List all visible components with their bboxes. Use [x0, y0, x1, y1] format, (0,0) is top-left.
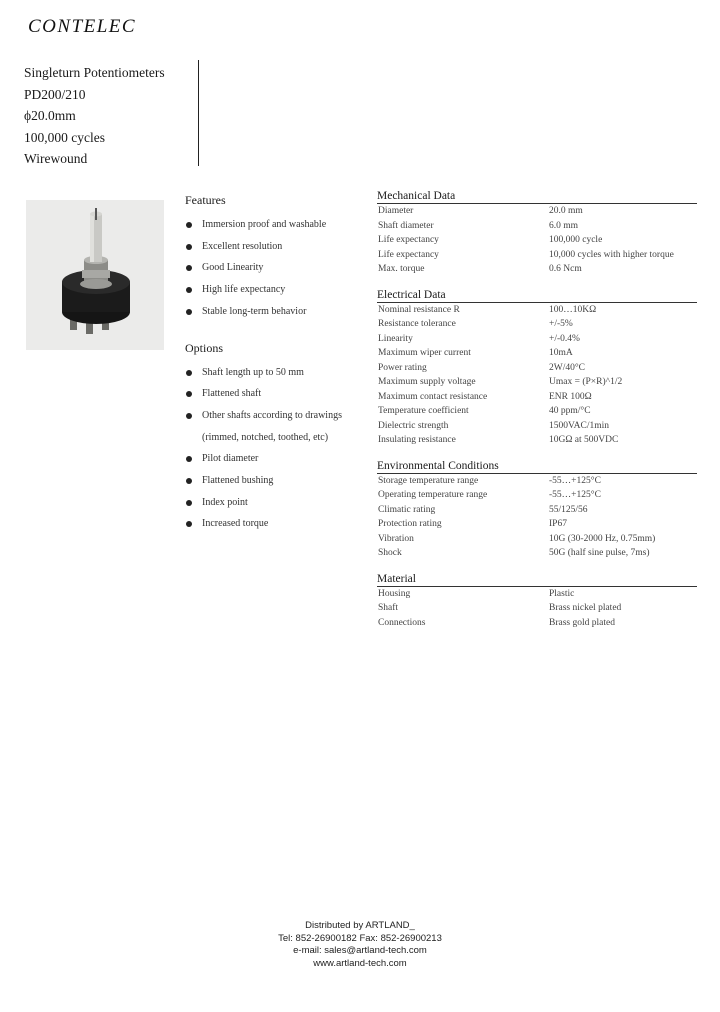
electrical-data-title: Electrical Data	[377, 289, 697, 303]
mechanical-data-title: Mechanical Data	[377, 190, 697, 204]
table-row: Resistance tolerance +/-5%	[378, 319, 573, 329]
bullet-icon	[186, 391, 192, 397]
product-header	[24, 62, 165, 170]
options-list	[185, 362, 365, 536]
distributor-name: Distributed by ARTLAND_	[305, 920, 415, 931]
table-row: Shaft Brass nickel plated	[378, 603, 622, 613]
table-row: Life expectancy 100,000 cycle	[378, 235, 603, 245]
bullet-icon	[186, 456, 192, 462]
table-row: Max. torque 0.6 Ncm	[378, 264, 582, 274]
list-item: Good Linearity	[185, 257, 365, 279]
table-row: Shock 50G (half sine pulse, 7ms)	[378, 548, 650, 558]
features-title: Features	[185, 193, 226, 207]
product-type: Wirewound	[24, 151, 88, 166]
bullet-icon	[186, 500, 192, 506]
table-row: Linearity +/-0.4%	[378, 333, 580, 344]
table-row: Dielectric strength 1500VAC/1min	[378, 420, 610, 431]
table-row: Shaft diameter 6.0 mm	[378, 220, 579, 231]
list-item-continuation: (rimmed, notched, toothed, etc)	[202, 431, 329, 443]
list-item: Increased torque	[185, 513, 365, 535]
distributor-website: www.artland-tech.com	[313, 957, 407, 969]
list-item: Excellent resolution	[185, 236, 365, 258]
bullet-icon	[186, 521, 192, 527]
table-row: Vibration 10G (30-2000 Hz, 0.75mm)	[378, 533, 656, 544]
table-row: Operating temperature range -55…+125°C	[378, 490, 601, 500]
features-list	[185, 214, 365, 323]
distributor-footer	[0, 920, 720, 970]
product-photo	[26, 200, 164, 350]
table-row: Insulating resistance 10GΩ at 500VDC	[378, 435, 619, 445]
spec-tables-column	[377, 190, 697, 642]
list-item: Index point	[185, 492, 365, 514]
list-item: Shaft length up to 50 mm	[185, 362, 365, 384]
table-row: Protection rating IP67	[378, 519, 567, 529]
material-table	[377, 587, 697, 631]
table-row: Housing Plastic	[378, 588, 575, 599]
list-item: Pilot diameter	[185, 448, 365, 470]
table-row: Climatic rating 55/125/56	[378, 504, 588, 515]
list-item: High life expectancy	[185, 279, 365, 301]
table-row: Diameter 20.0 mm	[378, 206, 583, 216]
distributor-email: e-mail: sales@artland-tech.com	[293, 945, 427, 956]
table-row: Life expectancy 10,000 cycles with higher torque	[378, 249, 674, 260]
distributor-phone-fax: Tel: 852-26900182 Fax: 852-26900213	[278, 932, 442, 944]
potentiometer-image	[26, 200, 164, 350]
bullet-icon	[186, 244, 192, 250]
list-item: Flattened bushing	[185, 470, 365, 492]
table-row: Power rating 2W/40°C	[378, 362, 585, 373]
features-options-column	[185, 193, 365, 535]
table-row: Maximum contact resistance ENR 100Ω	[378, 391, 592, 402]
environmental-conditions-title: Environmental Conditions	[377, 460, 697, 474]
table-row: Maximum wiper current 10mA	[378, 348, 573, 358]
product-title: Singleturn Potentiometers	[24, 65, 165, 80]
material-title: Material	[377, 573, 697, 587]
product-cycles: 100,000 cycles	[24, 129, 105, 145]
environmental-conditions-table	[377, 474, 697, 561]
table-row: Storage temperature range -55…+125°C	[378, 475, 601, 486]
list-item: Immersion proof and washable	[185, 214, 365, 236]
header-divider	[198, 60, 199, 166]
table-row: Connections Brass gold plated	[378, 617, 615, 628]
brand-logo: CONTELEC	[28, 16, 137, 37]
bullet-icon	[186, 287, 192, 293]
bullet-icon	[186, 222, 192, 228]
table-row: Temperature coefficient 40 ppm/°C	[378, 406, 591, 416]
electrical-data-table	[377, 303, 697, 448]
bullet-icon	[186, 413, 192, 419]
list-item: Flattened shaft	[185, 383, 365, 405]
bullet-icon	[186, 370, 192, 376]
mechanical-data-table	[377, 204, 697, 277]
bullet-icon	[186, 265, 192, 271]
list-item: Other shafts according to drawings	[185, 405, 365, 427]
options-title: Options	[185, 340, 224, 355]
table-row: Nominal resistance R 100…10KΩ	[378, 304, 597, 315]
table-row: Maximum supply voltage Umax = (P×R)^1/2	[378, 377, 623, 387]
product-model: PD200/210	[24, 86, 86, 102]
list-item: Stable long-term behavior	[185, 301, 365, 323]
bullet-icon	[186, 478, 192, 484]
bullet-icon	[186, 309, 192, 315]
product-diameter: ϕ20.0mm	[24, 108, 76, 123]
